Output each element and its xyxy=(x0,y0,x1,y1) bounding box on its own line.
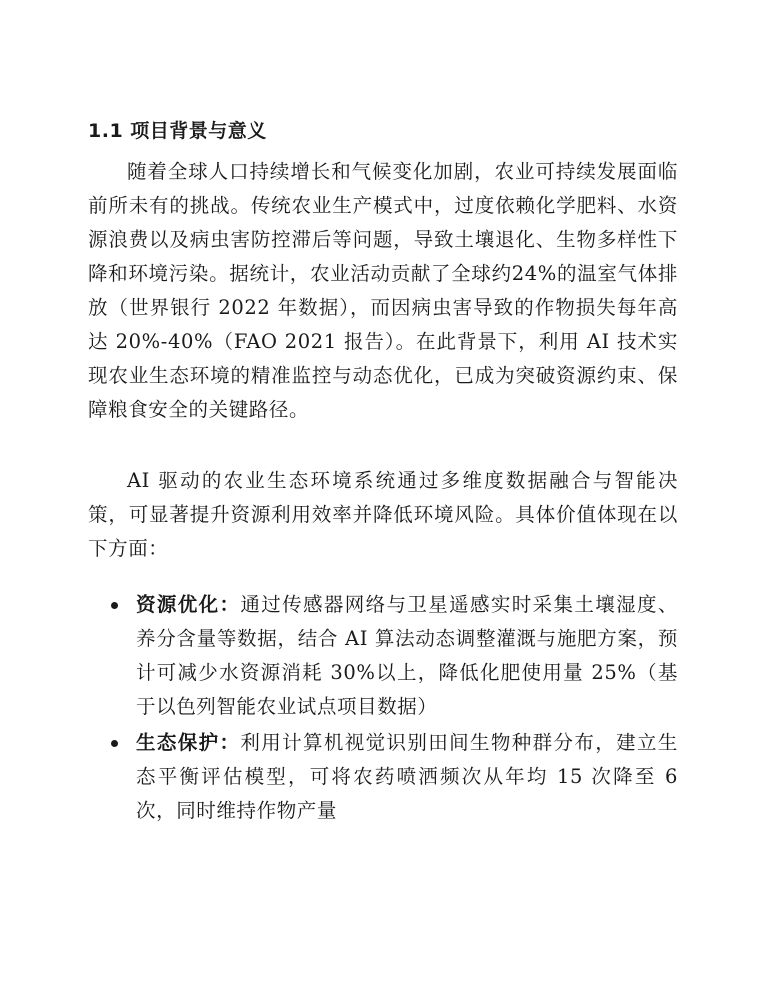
section-heading xyxy=(88,116,267,143)
bullet-text: 通过传感器网络与卫星遥感实时采集土壤湿度、养分含量等数据，结合 AI 算法动态调整灌溉与施肥方案，预计可减少水资源消耗 30%以上，降低化肥使用量 25%（基于以色列智能农业试点项目数据） xyxy=(136,593,678,718)
paragraph-value-intro: AI 驱动的农业生态环境系统通过多维度数据融合与智能决策，可显著提升资源利用效率并降低环境风险。具体价值体现在以下方面： xyxy=(88,469,678,560)
bullet-separator: ： xyxy=(219,731,241,754)
bullet-dot-icon xyxy=(111,740,118,747)
bullet-separator: ： xyxy=(219,593,241,616)
bullet-term: 资源优化 xyxy=(136,593,220,616)
paragraph-background: 随着全球人口持续增长和气候变化加剧，农业可持续发展面临前所未有的挑战。传统农业生产模式中，过度依赖化学肥料、水资源浪费以及病虫害防控滞后等问题，导致土壤退化、生物多样性下降和环境污染。据统计，农业活动贡献了全球约24%的温室气体排放（世界银行 2022 年数据），而因病虫害导致的作物损失每年高达 20%-40%（FAO 2021 报告）。在此背景下，利用 AI 技术实现农业生态环境的精准监控与动态优化，已成为突破资源约束、保障粮食安全的关键路径。 xyxy=(88,160,678,421)
section-number: 1.1 xyxy=(88,120,124,142)
bullet-term: 生态保护 xyxy=(136,731,220,754)
bullet-resource-optimization xyxy=(88,588,678,724)
bullet-dot-icon xyxy=(111,602,118,609)
section-title: 项目背景与意义 xyxy=(130,120,267,142)
value-bullet-list xyxy=(88,588,678,830)
bullet-ecological-protection xyxy=(88,726,678,828)
bullet-text: 利用计算机视觉识别田间生物种群分布，建立生态平衡评估模型，可将农药喷洒频次从年均 15 次降至 6 次，同时维持作物产量 xyxy=(136,731,678,822)
